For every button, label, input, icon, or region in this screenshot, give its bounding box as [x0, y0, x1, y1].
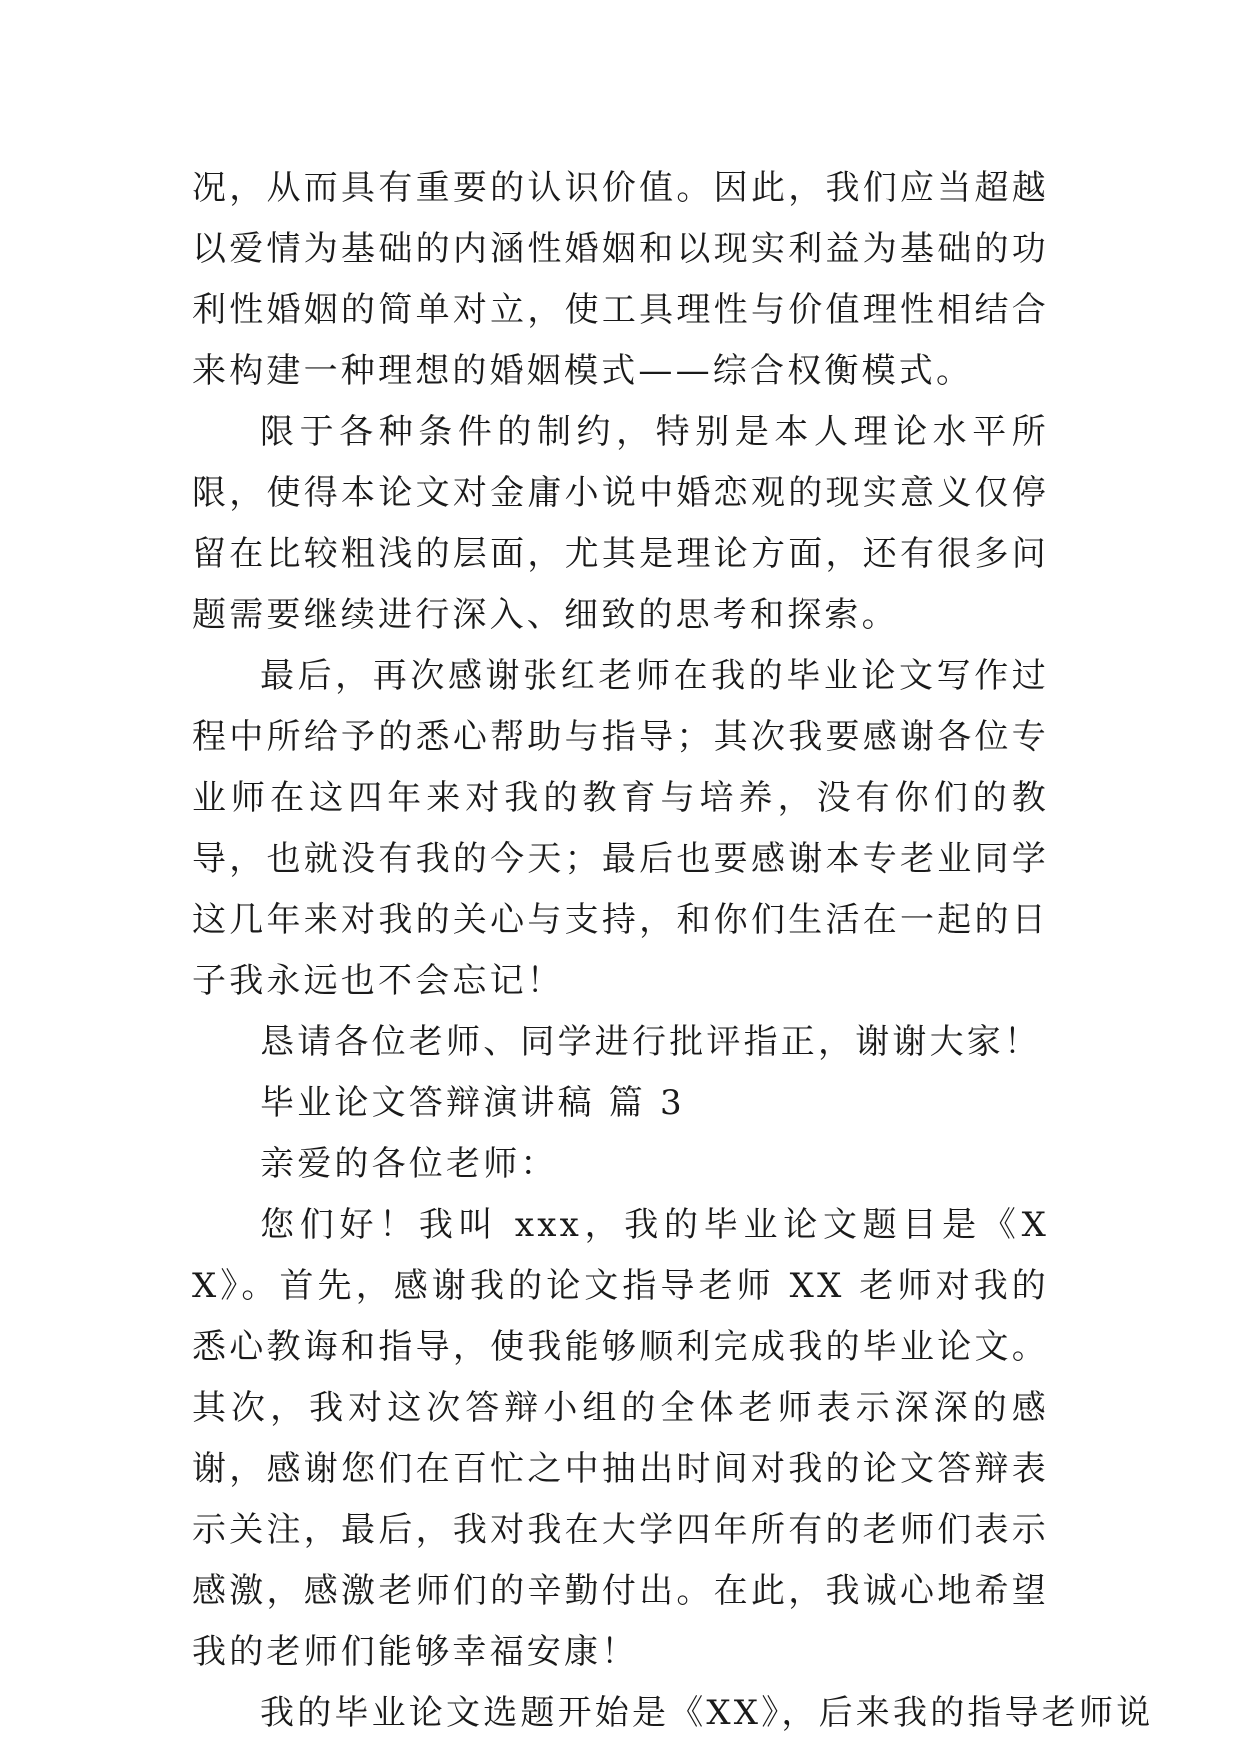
salutation: 亲爱的各位老师：	[260, 1144, 558, 1184]
paragraph-limitations: 限于各种条件的制约，特别是本人理论水平所限，使得本论文对金庸小说中婚恋观的现实意义仅停留在比较粗浅的层面，尤其是理论方面，还有很多问题需要继续进行深入、细致的思考和探索。	[192, 412, 1049, 635]
paragraph-continued: 况，从而具有重要的认识价值。因此，我们应当超越以爱情为基础的内涵性婚姻和以现实利益为基础的功利性婚姻的简单对立，使工具理性与价值理性相结合来构建一种理想的婚姻模式——综合权衡模式。	[192, 168, 1049, 391]
document-body	[192, 158, 1154, 1744]
section-heading: 毕业论文答辩演讲稿 篇 3	[260, 1083, 685, 1123]
paragraph-acknowledgements: 最后，再次感谢张红老师在我的毕业论文写作过程中所给予的悉心帮助与指导；其次我要感谢各位专业师在这四年来对我的教育与培养，没有你们的教导，也就没有我的今天；最后也要感谢本专老业同学这几年来对我的关心与支持，和你们生活在一起的日子我永远也不会忘记！	[192, 656, 1049, 1001]
paragraph-introduction: 您们好！我叫 xxx，我的毕业论文题目是《XX》。首先，感谢我的论文指导老师 XX 老师对我的悉心教诲和指导，使我能够顺利完成我的毕业论文。其次，我对这次答辩小组的全体老师表示深深的感谢，感谢您们在百忙之中抽出时间对我的论文答辩表示关注，最后，我对我在大学四年所有的老师们表示感激，感激老师们的辛勤付出。在此，我诚心地希望我的老师们能够幸福安康！	[192, 1205, 1049, 1672]
paragraph-request-critique: 恳请各位老师、同学进行批评指正，谢谢大家！	[260, 1022, 1042, 1062]
paragraph-topic-selection: 我的毕业论文选题开始是《XX》，后来我的指导老师说	[260, 1693, 1154, 1733]
